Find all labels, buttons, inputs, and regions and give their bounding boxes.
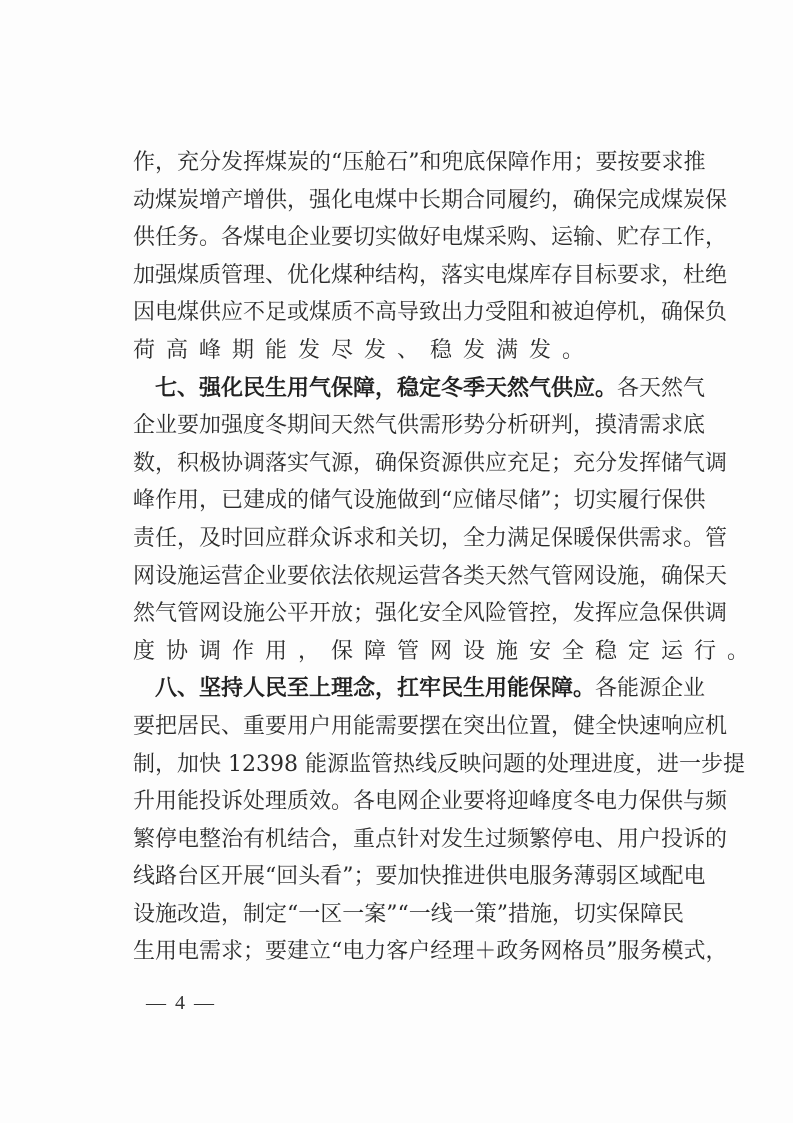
text-line [133, 858, 706, 896]
line-text: 线路台区开展“回头看”；要加快推进供电服务薄弱区域配电 [133, 864, 706, 890]
line-text: 繁停电整治有机结合，重点针对发生过频繁停电、用户投诉的 [133, 826, 728, 852]
body-text [133, 144, 761, 971]
text-line [133, 933, 728, 971]
section-heading: 七、强化民生用气保障，稳定冬季天然气供应。 [155, 375, 618, 401]
line-text: 要把居民、重要用户用能需要摆在突出位置，健全快速响应机 [133, 713, 728, 739]
text-line [133, 182, 728, 220]
line-text: 作，充分发挥煤炭的“压舱石”和兜底保障作用；要按要求推 [133, 150, 706, 175]
text-line [133, 407, 706, 445]
line-text: 各天然气 [617, 375, 706, 401]
line-text: 度协调作用，保障管网设施安全稳定运行。 [133, 638, 761, 664]
line-text: 各能源企业 [595, 676, 706, 702]
line-text: 因电煤供应不足或煤质不高导致出力受阻和被迫停机，确保负 [133, 300, 728, 326]
line-text: 网设施运营企业要依法依规运营各类天然气管网设施，确保天 [133, 563, 728, 589]
text-line [133, 558, 728, 596]
section-heading: 八、坚持人民至上理念，扛牢民生用能保障。 [155, 676, 596, 702]
text-line [133, 482, 706, 520]
line-text: 升用能投诉处理质效。各电网企业要将迎峰度冬电力保供与频 [133, 789, 728, 815]
line-text: 荷高峰期能发尽发、稳发满发。 [133, 337, 596, 363]
text-line [133, 294, 728, 332]
text-line [133, 708, 728, 746]
line-text: 责任，及时回应群众诉求和关切，全力满足保暖保供需求。管 [133, 525, 728, 551]
line-text: 供任务。各煤电企业要切实做好电煤采购、运输、贮存工作， [133, 225, 728, 251]
text-line [133, 896, 684, 934]
text-line [133, 821, 728, 859]
text-line [133, 219, 728, 257]
section-heading-line [133, 670, 706, 708]
text-line [133, 520, 728, 558]
text-line [133, 595, 728, 633]
line-text: 制，加快 12398 能源监管热线反映问题的处理进度，进一步提 [133, 751, 745, 777]
section-heading-line [133, 370, 706, 408]
line-text: 企业要加强度冬期间天然气供需形势分析研判，摸清需求底 [133, 413, 706, 439]
text-line [133, 332, 671, 370]
text-line [133, 144, 706, 182]
line-text: 然气管网设施公平开放；强化安全风险管控，发挥应急保供调 [133, 601, 728, 627]
text-line [133, 257, 728, 295]
line-text: 设施改造，制定“一区一案”“一线一策”措施，切实保障民 [133, 901, 684, 927]
line-text: 加强煤质管理、优化煤种结构，落实电煤库存目标要求，杜绝 [133, 262, 728, 288]
text-line [133, 633, 761, 671]
line-text: 峰作用，已建成的储气设施做到“应储尽储”；切实履行保供 [133, 488, 706, 514]
text-line [133, 783, 728, 821]
line-text: 动煤炭增产增供，强化电煤中长期合同履约，确保完成煤炭保 [133, 187, 728, 213]
line-text: 数，积极协调落实气源，确保资源供应充足；充分发挥储气调 [133, 450, 728, 476]
page-number: — 4 — [146, 992, 216, 1014]
text-line [133, 445, 728, 483]
line-text: 生用电需求；要建立“电力客户经理＋政务网格员”服务模式， [133, 939, 728, 965]
text-line [133, 746, 745, 784]
